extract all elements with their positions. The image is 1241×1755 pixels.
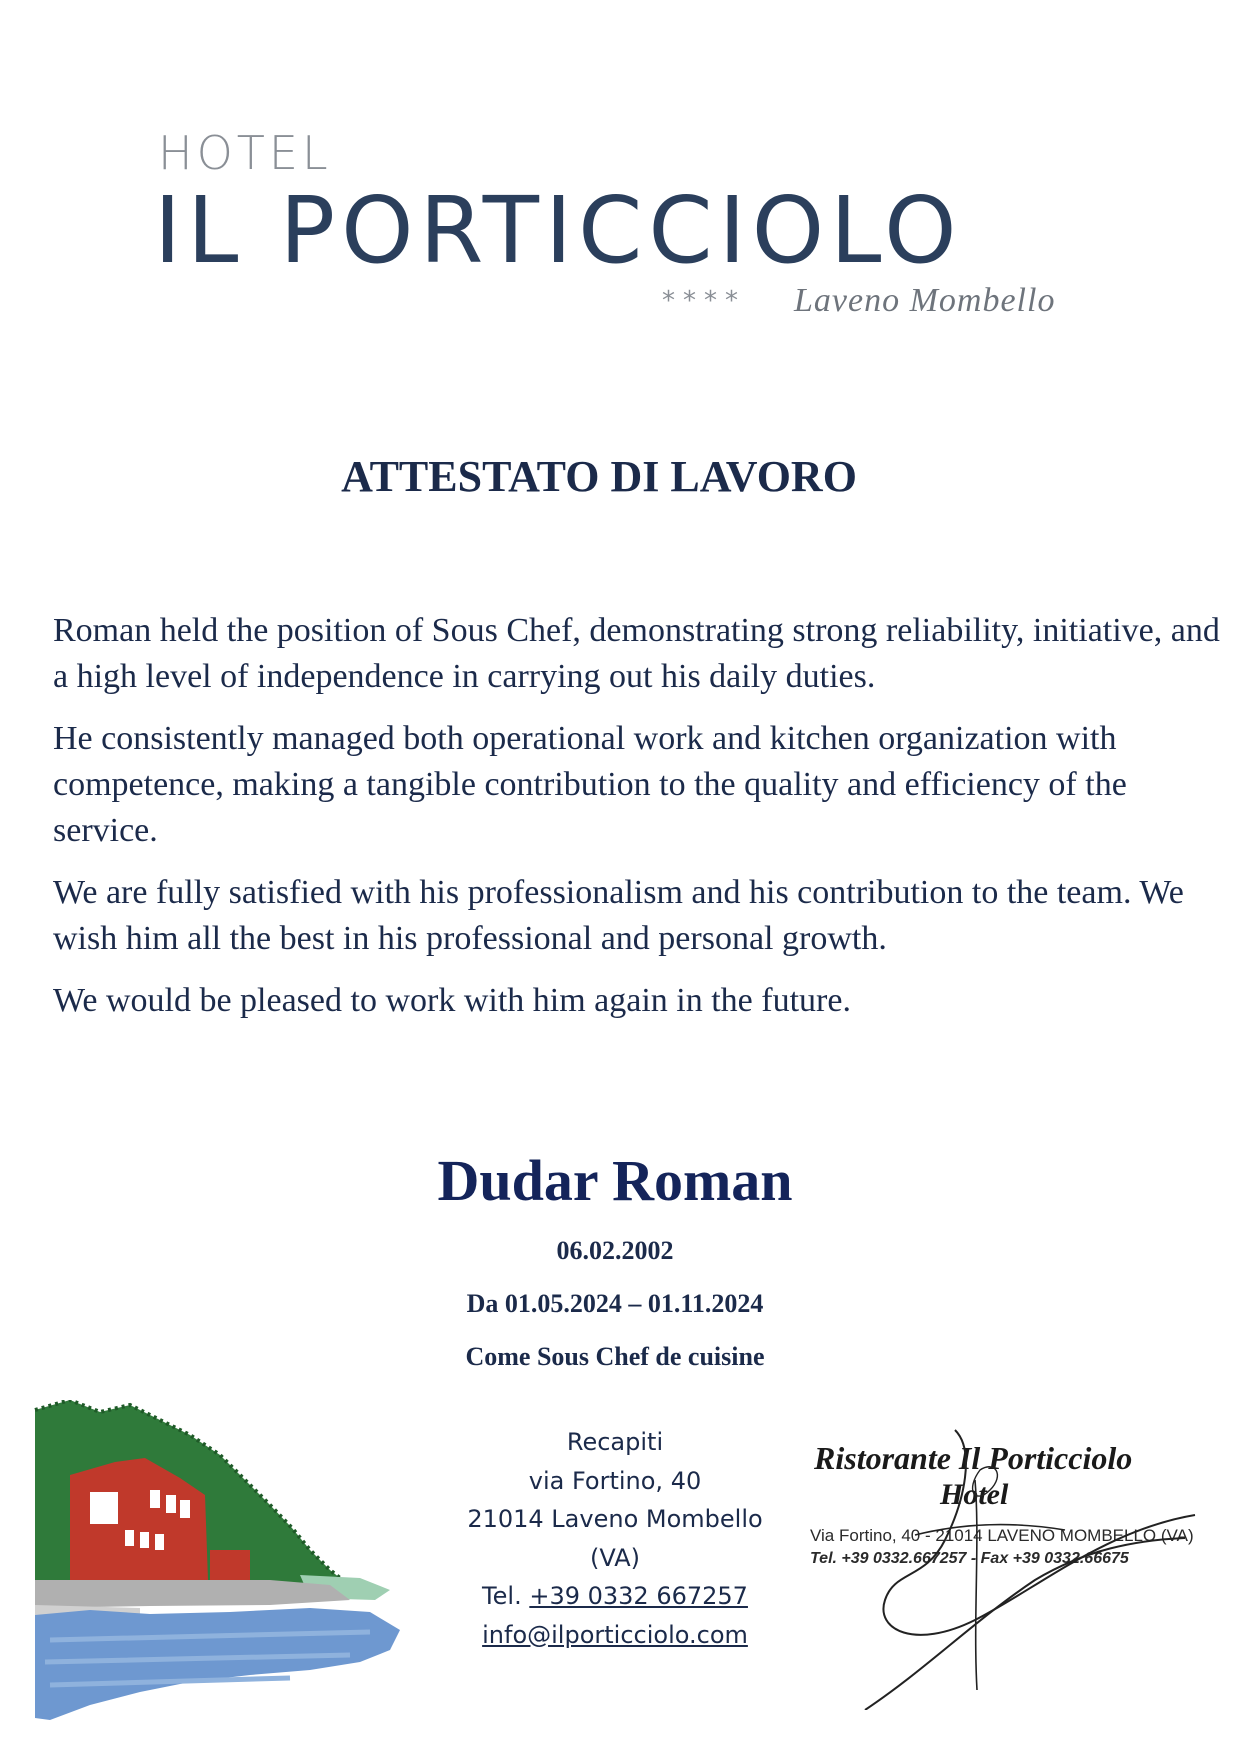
contacts-heading: Recapiti [566, 1428, 664, 1456]
logo-location: Laveno Mombello [794, 282, 1056, 319]
employment-period: Da 01.05.2024 – 01.11.2024 [466, 1289, 764, 1318]
contact-block [430, 1423, 800, 1654]
lake-water [35, 1608, 400, 1720]
email-link[interactable]: info@ilporticciolo.com [482, 1620, 748, 1649]
body-paragraph: We are fully satisfied with his professionalism and his contribution to the team. We wish him all the best in his professional and personal growth. [53, 874, 1184, 957]
employee-name: Dudar Roman [437, 1148, 793, 1213]
body-paragraph: Roman held the position of Sous Chef, demonstrating strong reliability, initiative, and a high level of independence in carrying out his daily duties. [53, 612, 1220, 695]
contacts-street: via Fortino, 40 [528, 1466, 702, 1495]
contacts-city: 21014 Laveno Mombello [467, 1505, 763, 1533]
stamp-restaurant-name: Ristorante Il Porticciolo [814, 1440, 1133, 1476]
signature-scribble [805, 1420, 1225, 1710]
body-paragraph: He consistently managed both operational work and kitchen organization with competence, making a tangible contribution to the quality and efficiency of the service. [53, 720, 1127, 849]
logo-hotel-name: IL PORTICCIOLO [154, 177, 963, 284]
employee-role: Come Sous Chef de cuisine [465, 1342, 765, 1371]
contacts-phone-line [430, 1577, 800, 1616]
body-paragraph: We would be pleased to work with him again in the future. [53, 982, 851, 1019]
stamp-hotel-word: Hotel [940, 1478, 1009, 1511]
contacts-province: (VA) [589, 1543, 641, 1572]
lakeside-hotel-illustration [30, 1400, 410, 1730]
employee-birthdate: 06.02.2002 [556, 1236, 674, 1265]
phone-label: Tel. [482, 1582, 530, 1610]
stamp-phone: Tel. +39 0332.667257 - Fax +39 0332.66675 [810, 1550, 1129, 1567]
document-title: ATTESTATO DI LAVORO [341, 452, 857, 501]
stamp-address: Via Fortino, 40 - 21014 LAVENO MOMBELLO (VA) [810, 1526, 1194, 1545]
logo-stars: **** [662, 286, 746, 316]
phone-link[interactable]: +39 0332 667257 [529, 1582, 748, 1610]
logo-hotel-word: HOTEL [158, 126, 332, 180]
document-body [53, 608, 1223, 1040]
